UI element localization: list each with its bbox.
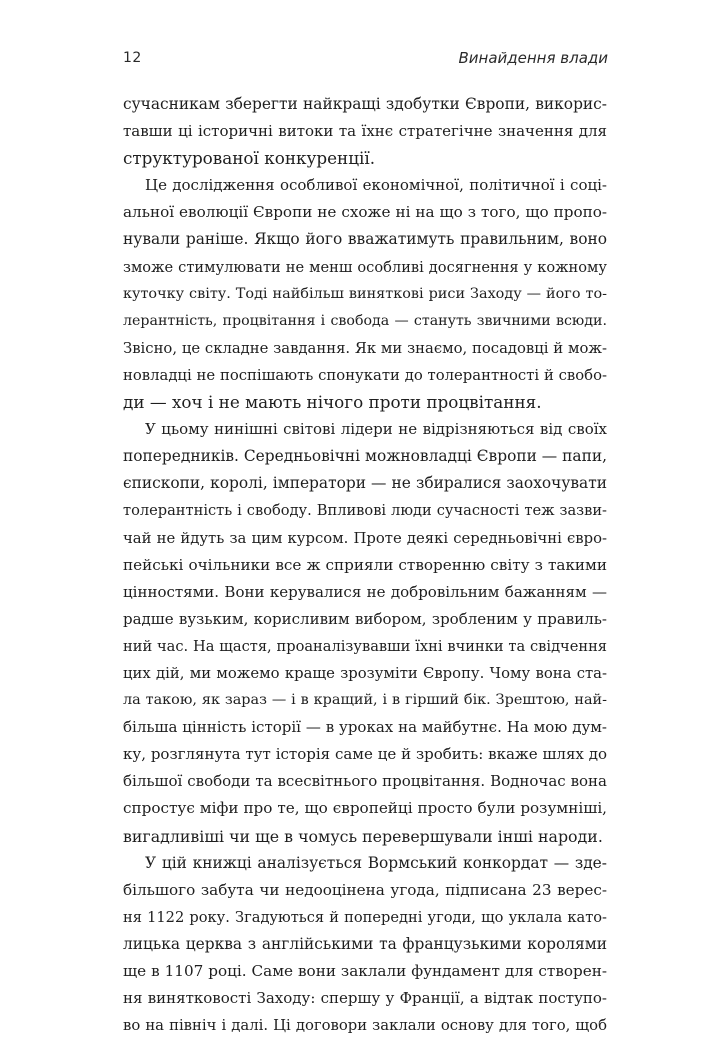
paragraph-4 — [123, 850, 607, 1039]
text-line: зможе стимулювати не менш особливі досягнення у кожному — [123, 258, 607, 276]
text-line: спростує міфи про те, що європейці просто були розумніші, — [123, 799, 607, 818]
page-number: 12 — [123, 50, 142, 66]
text-line: цінностями. Вони керувалися не добровільним бажанням — — [123, 582, 607, 601]
text-line: новладці не поспішають спонукати до толерантності й свобо- — [123, 366, 607, 384]
text-line: ще в 1107 році. Саме вони заклали фундамент для створен- — [123, 962, 607, 980]
text-line: ди — хоч і не мають нічого проти процвітання. — [123, 392, 542, 413]
paragraph-2 — [123, 172, 607, 416]
text-line: єпископи, королі, імператори — не збиралися заохочувати — [123, 474, 607, 493]
text-line: структурованої конкуренції. — [123, 148, 376, 169]
text-line: во на північ і далі. Ці договори заклали основу для того, щоб — [123, 1017, 607, 1035]
running-head: Винайдення влади — [458, 49, 608, 67]
text-line: більша цінність історії — в уроках на майбутнє. На мою дум- — [123, 718, 607, 737]
text-line: більшої свободи та всесвітнього процвітання. Водночас вона — [123, 772, 607, 791]
text-line: У цьому нинішні світові лідери не відрізняються від своїх — [145, 420, 607, 439]
text-line: альної еволюції Європи не схоже ні на що з того, що пропо- — [123, 203, 607, 222]
text-line: ку, розглянута тут історія саме це й зробить: вкаже шлях до — [123, 745, 607, 764]
text-line: цих дій, ми можемо краще зрозуміти Європу. Чому вона ста- — [123, 664, 607, 682]
text-line: чай не йдуть за цим курсом. Проте деякі середньовічні євро- — [123, 529, 607, 547]
text-line: нували раніше. Якщо його вважатимуть правильним, воно — [123, 230, 607, 249]
text-line: У цій книжці аналізується Вормський конкордат — зде- — [145, 853, 607, 872]
text-line: куточку світу. Тоді найбільш виняткові риси Заходу — його то- — [123, 285, 607, 302]
text-line: лерантність, процвітання і свобода — стануть звичними всюди. — [123, 312, 607, 329]
text-line: пейські очільники все ж сприяли створенню світу з такими — [123, 555, 607, 574]
text-line: вигадливіші чи ще в чомусь перевершували інші народи. — [123, 826, 603, 846]
text-line: толерантність і свободу. Впливові люди сучасності теж зазви- — [123, 502, 607, 520]
text-line: радше вузьким, корисливим вибором, зробленим у правиль- — [123, 609, 607, 628]
text-line: сучасникам зберегти найкращі здобутки Європи, викорис- — [123, 95, 607, 113]
text-line: ла такою, як зараз — і в кращий, і в гірший бік. Зрештою, най- — [123, 692, 607, 709]
text-line: Звісно, це складне завдання. Як ми знаємо, посадовці й мож- — [123, 339, 607, 357]
text-line: попередників. Середньовічні можновладці Європи — папи, — [123, 447, 607, 466]
body-text — [123, 91, 607, 1039]
text-line: тавши ці історичні витоки та їхнє стратегічне значення для — [123, 122, 607, 141]
text-line: більшого забута чи недооцінена угода, підписана 23 верес- — [123, 880, 607, 899]
text-line: ний час. На щастя, проаналізувавши їхні вчинки та свідчення — [123, 637, 607, 655]
text-line: лицька церква з англійськими та французькими королями — [123, 934, 607, 953]
text-line: ня 1122 року. Згадуються й попередні угоди, що уклала като- — [123, 908, 607, 926]
text-line: Це дослідження особливої економічної, політичної і соці- — [145, 176, 607, 195]
paragraph-3 — [123, 416, 607, 850]
text-line: ня винятковості Заходу: спершу у Франції, а відтак поступо- — [123, 989, 607, 1008]
paragraph-1 — [123, 91, 607, 172]
